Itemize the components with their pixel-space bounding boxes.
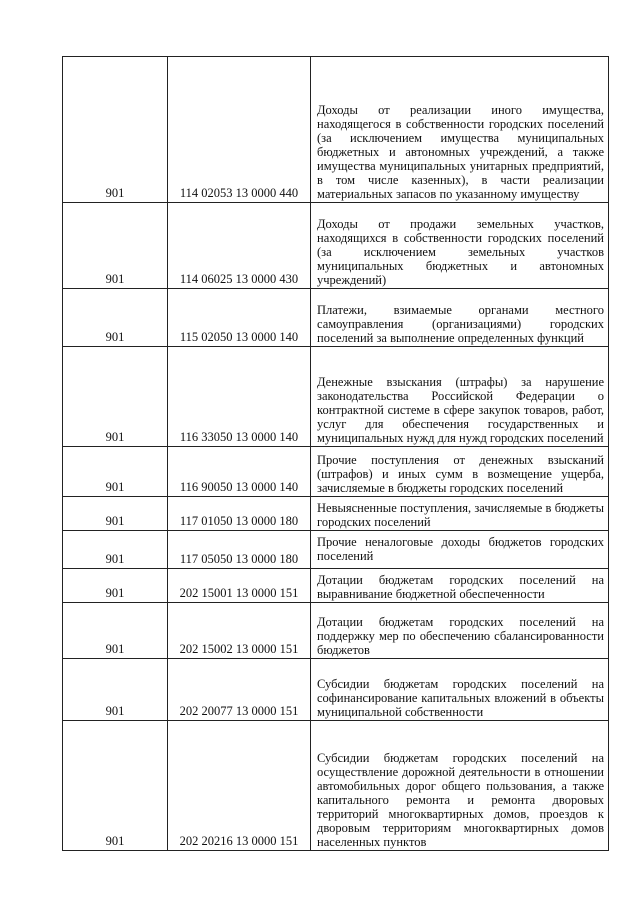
revenue-codes-table — [62, 56, 609, 851]
budget-classification-code-cell: 115 02050 13 0000 140 — [168, 289, 311, 347]
table-row — [63, 289, 609, 347]
revenue-name-cell: Дотации бюджетам городских поселений на выравнивание бюджетной обеспеченности — [311, 569, 609, 603]
revenue-name-cell: Доходы от продажи земельных участков, находящихся в собственности городских поселений (за исключением земельных участков муниципальных бюджетных и автономных учреждений) — [311, 203, 609, 289]
budget-classification-code-cell: 116 33050 13 0000 140 — [168, 347, 311, 447]
admin-code-cell: 901 — [63, 289, 168, 347]
admin-code-cell: 901 — [63, 721, 168, 851]
budget-classification-code-cell: 117 01050 13 0000 180 — [168, 497, 311, 531]
budget-classification-code-cell: 202 15001 13 0000 151 — [168, 569, 311, 603]
revenue-name-cell: Субсидии бюджетам городских поселений на софинансирование капитальных вложений в объекты муниципальной собственности — [311, 659, 609, 721]
table-row — [63, 447, 609, 497]
revenue-name-cell: Платежи, взимаемые органами местного самоуправления (организациями) городских поселений за выполнение определенных функций — [311, 289, 609, 347]
table-row — [63, 347, 609, 447]
budget-classification-code-cell: 117 05050 13 0000 180 — [168, 531, 311, 569]
admin-code-cell: 901 — [63, 603, 168, 659]
table-row — [63, 531, 609, 569]
admin-code-cell: 901 — [63, 347, 168, 447]
admin-code-cell: 901 — [63, 569, 168, 603]
admin-code-cell: 901 — [63, 57, 168, 203]
admin-code-cell: 901 — [63, 447, 168, 497]
budget-classification-code-cell: 116 90050 13 0000 140 — [168, 447, 311, 497]
table-row — [63, 57, 609, 203]
budget-classification-code-cell: 114 06025 13 0000 430 — [168, 203, 311, 289]
revenue-name-cell: Прочие неналоговые доходы бюджетов городских поселений — [311, 531, 609, 569]
admin-code-cell: 901 — [63, 659, 168, 721]
budget-classification-code-cell: 202 20216 13 0000 151 — [168, 721, 311, 851]
revenue-name-cell: Дотации бюджетам городских поселений на поддержку мер по обеспечению сбалансированности бюджетов — [311, 603, 609, 659]
revenue-name-cell: Доходы от реализации иного имущества, находящегося в собственности городских поселений (за исключением имущества муниципальных бюджетных и автономных учреждений, а также имущества муниципальных унитарных предприятий, в том числе казенных), в части реализации материальных запасов по указанному имуществу — [311, 57, 609, 203]
table-row — [63, 603, 609, 659]
budget-classification-code-cell: 202 20077 13 0000 151 — [168, 659, 311, 721]
admin-code-cell: 901 — [63, 203, 168, 289]
revenue-name-cell: Субсидии бюджетам городских поселений на осуществление дорожной деятельности в отношении автомобильных дорог общего пользования, а также капитального ремонта и ремонта дворовых территорий многоквартирных домов, проездов к дворовым территориям многоквартирных домов населенных пунктов — [311, 721, 609, 851]
table-row — [63, 721, 609, 851]
admin-code-cell: 901 — [63, 531, 168, 569]
admin-code-cell: 901 — [63, 497, 168, 531]
revenue-name-cell: Денежные взыскания (штрафы) за нарушение законодательства Российской Федерации о контрактной системе в сфере закупок товаров, работ, услуг для обеспечения государственных и муниципальных нужд для нужд городских поселений — [311, 347, 609, 447]
revenue-name-cell: Прочие поступления от денежных взысканий (штрафов) и иных сумм в возмещение ущерба, зачисляемые в бюджеты городских поселений — [311, 447, 609, 497]
budget-classification-code-cell: 114 02053 13 0000 440 — [168, 57, 311, 203]
table-row — [63, 569, 609, 603]
table-row — [63, 497, 609, 531]
table-row — [63, 659, 609, 721]
table-row — [63, 203, 609, 289]
revenue-name-cell: Невыясненные поступления, зачисляемые в бюджеты городских поселений — [311, 497, 609, 531]
budget-classification-code-cell: 202 15002 13 0000 151 — [168, 603, 311, 659]
